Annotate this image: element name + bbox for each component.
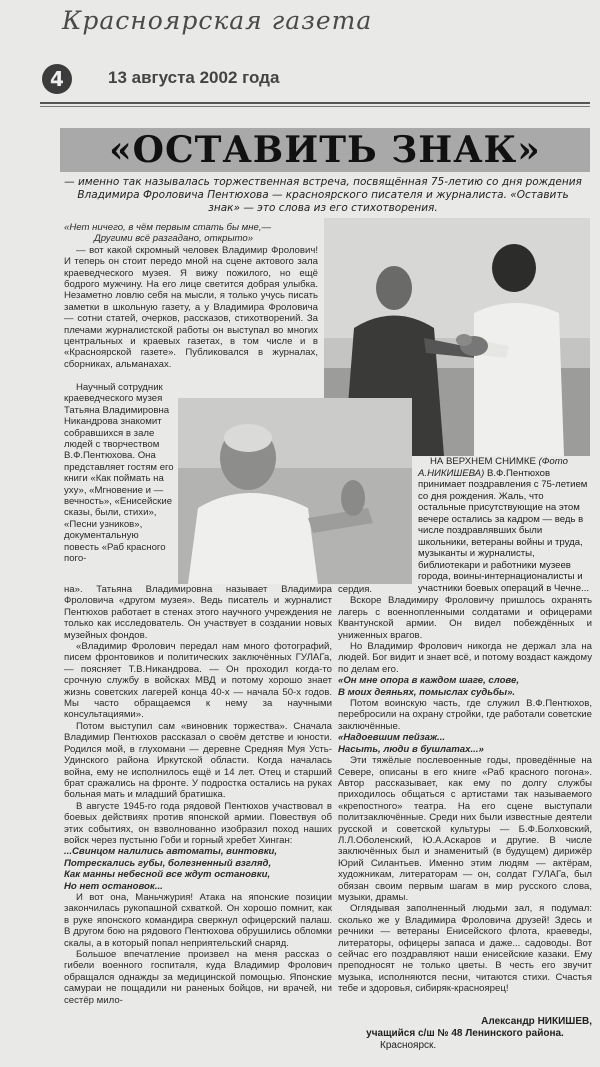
paragraph: Оглядывая заполненный людьми зал, я подумал: сколько же у Владимира Фроловича друзей! Здесь и речники — ветераны Енисейского флота, краеведы, литераторы, офицеры запаса и даже... садоводы. Вот сейчас его поздравляют наши енисейские казаки. Ему преподносят не только цветы. В честь его звучит музыка, исполняются песни, читаются стихи. Счастья тебе и здоровья, сибиряк-красноярец!: [338, 903, 592, 995]
photo-caption: [418, 456, 590, 594]
verse-line: ...Свинцом налились автоматы, винтовки,: [64, 846, 278, 858]
verse-line: Но нет остановок...: [64, 880, 163, 892]
issue-date: 13 августа 2002 года: [108, 68, 280, 87]
column-lower-left: [64, 584, 332, 1006]
paragraph: В августе 1945-го года рядовой Пентюхов участвовал в боевых действиях против японской армии. Повествуя об этих событиях, он взволнованно изобразил поход наших войск через пустыню Гоби и горный хребет Хинган:: [64, 800, 332, 846]
verse-line: Как манны небесной все ждут остановки,: [64, 869, 271, 881]
column-top-left: [64, 222, 318, 370]
caption-heading: НА ВЕРХНЕМ СНИМКЕ: [430, 456, 536, 467]
verse-line: В моих деяньях, помыслах судьбы».: [338, 686, 516, 698]
header-rule: [40, 102, 590, 104]
caption-credit: (Фото А.НИКИШЕВА): [418, 456, 568, 479]
author-name: Александр НИКИШЕВ,: [481, 1016, 592, 1027]
paragraph: Эти тяжёлые послевоенные годы, проведённые на Севере, описаны в его книге «Раб красного погона». Автор рассказывает, как ему по долгу службы приходилось общаться с артистами так называемого «крепостного» театра. На его сцене выступали политзаключённые. Среди них были известные деятели русской и советской культуры — Б.Ф.Болховский, Л.Л.Оболенский, Ю.А.Аскаров и другие. В числе заключённых был и знаменитый (в будущем) дирижёр Юрий Силантьев. Именно этим людям — актёрам, художникам, литераторам — он, солдат ГУЛАГа, был обязан своим первым шагам в мир русского слова, музыки, драмы.: [338, 755, 592, 903]
author-signature: [338, 1016, 592, 1052]
paragraph: Потом воинскую часть, где служил В.Ф.Пентюхов, перебросили на охрану стройки, где работали советские заключённые.: [338, 698, 592, 732]
paragraph: Но Владимир Фролович никогда не держал зла на людей. Бог видит и знает всё, и потому воздаст каждому по делам его.: [338, 641, 592, 675]
handwritten-masthead: Красноярская газета: [62, 6, 373, 35]
paragraph: сердия.: [338, 584, 373, 595]
verse-line: «Он мне опора в каждом шаге, слове,: [338, 675, 519, 687]
caption-text: В.Ф.Пентюхов принимает поздравления с 75-летием со дня рождения. Жаль, что остальные присутствующие на этом вечере остались за кадром — ведь в числе поздравлявших были школьники, ветераны войны и труда, музыканты и журналисты, библиотекари и работники музеев города, воины-интернационалисты и участники боевых операций в Чечне...: [418, 467, 590, 594]
article-lead: — именно так называлась торжественная встреча, посвящённая 75-летию со дня рождения Владимира Фроловича Пентюхова — красноярского писателя и журналиста. «Оставить знак» — это слова из его стихотворения.: [64, 176, 582, 214]
verse-line: Насыть, люди в бушлатах...»: [338, 743, 484, 755]
column-narrow: [64, 382, 174, 565]
verse-line: Потрескались губы, болезненный взгляд,: [64, 857, 272, 869]
article-headline: «ОСТАВИТЬ ЗНАК»: [60, 128, 590, 172]
author-city: Красноярск.: [380, 1040, 437, 1051]
author-school: учащийся с/ш № 48 Ленинского района.: [366, 1028, 564, 1039]
paragraph: Вскоре Владимиру Фроловичу пришлось охранять лагерь с военнопленными солдатами и офицерами Квантунской армии. Он видел побеждённых и униженных врагов.: [338, 595, 592, 641]
epigraph-line: Другими всё разгадано, открыто»: [94, 233, 254, 245]
verse-line: «Надоевшим пейзаж...: [338, 732, 446, 744]
page-header: [40, 62, 595, 108]
photo-writer-speaking: [178, 398, 412, 584]
paragraph: И вот она, Маньчжурия! Атака на японские позиции закончилась рукопашной схваткой. Он хорошо помнит, как в руке японского командира сверкнул офицерский палаш. В другом бою на рядового Пентюхова обрушились обломки скалы, а в который попал неприятельский снаряд.: [64, 891, 332, 949]
page-number: 4: [42, 64, 72, 94]
paragraph: — вот какой скромный человек Владимир Фролович! И теперь он стоит передо мной на сцене актового зала краеведческого музея. Я вижу пожилого, но ещё бодрого мужчину. На его лице светится добрая улыбка. Незаметно ловлю себя на мысли, я только учусь писать заметки в школьную газету, а у Владимира Фроловича — сотни статей, очерков, рассказов, стихотворений. За плечами журналистской работы он выступал во многих центральных и краевых газетах, в том числе и в «Красноярской газете». Публиковался в журналах, сборниках, альманахах.: [64, 244, 318, 370]
header-rule-thin: [40, 106, 590, 107]
paragraph: Научный сотрудник краеведческого музея Татьяна Владимировна Никандрова знакомит собравшихся в зале людей с творчеством В.Ф.Пентюхова. Она представляет гостям его книги «Как поймать на уху», «Мгновение и — вечность», «Енисейские сказы, были, стихи», «Песни узников», документальную повесть «Раб красного пого-: [64, 382, 174, 565]
paragraph: «Владимир Фролович передал нам много фотографий, писем фронтовиков и политических заключённых ГУЛАГа, — поясняет Т.В.Никандрова. — Он проходил когда-то срочную службу в войсках МВД и потому хорошо знает жизнь советских лагерей конца 40-х — начала 50-х годов. Мы часто обращаемся к нему за научными консультациями».: [64, 641, 332, 721]
paragraph: Потом выступил сам «виновник торжества». Сначала Владимир Пентюхов рассказал о своём детстве и юности. Родился мой, в глухомани — деревне Средняя Муя Усть-Удинского района Иркутской области. Когда началась война, ему не исполнилось ещё и 14 лет. Отец и старший брат сражались на фронте. У подростка остались на руках больная мать и младший братишка.: [64, 720, 332, 801]
epigraph-line: «Нет ничего, в чём первым стать бы мне,—: [64, 222, 272, 233]
paragraph: Большое впечатление произвел на меня рассказ о гибели военного госпиталя, куда Владимир Фролович обращался однажды за медицинской помощью. Японские самураи не пощадили ни раненых бойцов, ни врачей, ни сестёр мило-: [64, 949, 332, 1006]
column-lower-right: [338, 584, 592, 995]
paragraph: на». Татьяна Владимировна называет Владимира Фроловича «другом музея». Ведь писатель и журналист Пентюхов работает в стенах этого научного учреждения не только как исследователь. Он участвует в создании новых музейных фондов.: [64, 584, 332, 641]
